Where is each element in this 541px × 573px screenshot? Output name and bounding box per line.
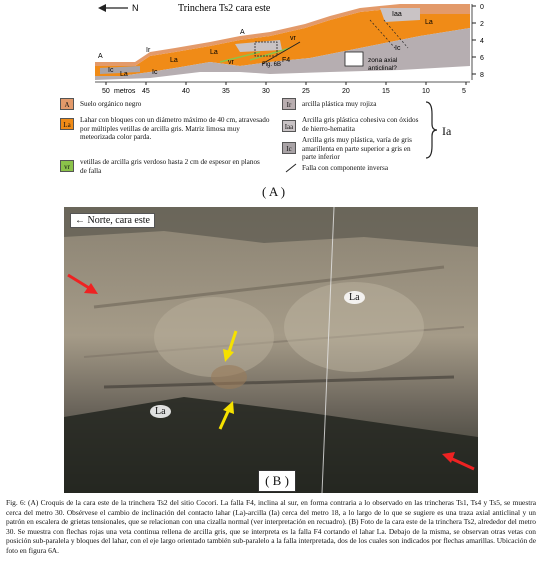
x-tick-label: 5 [462,88,466,95]
legend-text-A: Suelo orgánico negro [80,100,142,108]
panel-a-label: ( A ) [262,184,286,199]
photo-direction-label [70,213,155,228]
legend-text-Ir: arcilla plástica muy rojiza [302,100,377,108]
unit-label: A [240,29,245,36]
x-tick-label: 40 [182,88,190,95]
x-axis-unit: metros [114,88,136,95]
x-tick-label: 25 [302,88,310,95]
y-tick-label: 0 [480,4,484,11]
panel-b-label: ( B ) [258,470,296,492]
legend-text-fault: Falla con componente inversa [302,164,389,172]
unit-label: F4 [282,57,291,64]
fault-symbol-icon [284,162,298,174]
legend-swatch-Ir: Ir [282,98,296,110]
y-tick-label: 6 [480,55,484,62]
unit-label: Iaa [392,11,402,18]
y-tick-label: 4 [480,38,484,45]
depth-ticks [472,4,484,79]
unit-label: La [120,71,128,78]
unit-label: La [210,49,218,56]
photo-unit-label: La [344,291,365,304]
unit-label: vr [228,59,234,66]
fig-ref-label: Fig. 6B [262,62,282,68]
legend-text-Ic: Arcilla gris muy plástica, varía de gris amarillenta en parte superior a gris en parte inferior [302,136,412,161]
photo-direction-text: Norte, cara este [87,215,150,226]
x-tick-label: 15 [382,88,390,95]
legend-swatch-vr: vr [60,160,74,172]
legend-swatch-La: La [60,118,74,130]
legend [0,94,541,178]
axial-zone-line: zona axial [368,57,398,64]
legend-swatch-A: A [60,98,74,110]
x-tick-label: 30 [262,88,270,95]
unit-label: Ic [152,69,158,76]
legend-text-La: Lahar con bloques con un diámetro máximo de 40 cm, atravesado por múltiples vetillas de arcilla gris. Matriz limosa muy meteorizada color parda. [80,116,270,141]
north-arrow-icon [98,4,128,12]
axial-zone-label [368,57,399,72]
unit-label: A [98,53,103,60]
x-tick-label: 45 [142,88,150,95]
unit-label: La [425,19,433,26]
unit-label: Ic [108,67,114,74]
figure-caption: Fig. 6: (A) Croquis de la cara este de la trinchera Ts2 del sitio Cocorí. La falla F4, inclina al sur, en forma contraria a lo observado en las trincheras Ts1, Ts4 y Ts5, se muestra cerca del metro 30. Obsérvese el cambio de inclinación del contacto lahar (La)-arcilla (Ia) cerca del metro 18, a lo largo de lo que se sugiere es una traza axial anticlinal y un patrón en escalera de grietas tensionales, que se relacionan con una cizalla normal (ver interpretación en recuadro). (B) Foto de la cara este de la trinchera Ts2, alrededor del metro 30. Se muestra con flechas rojas una veta continua rellena de arcilla gris, que se interpreta es la falla F4 cortando el lahar La. Debajo de la misma, se observan otras vetas con posición sub-paralela y bloques del lahar, con el eje largo orientado también sub-paralelo a la falla interpretada, dos de los cuales son indicados por flechas amarillas. Ubicación de foto en figura 6A. [6,498,536,555]
x-tick-label: 10 [422,88,430,95]
sketch-title: Trinchera Ts2 cara este [178,3,271,14]
x-tick-label: 35 [222,88,230,95]
photo-unit-label: La [150,405,171,418]
group-brace-icon [424,100,438,160]
unit-label: vr [290,35,296,42]
unit-label: Ic [395,45,401,52]
north-label: N [132,3,139,13]
outcrop-photo [64,207,478,493]
y-tick-label: 2 [480,21,484,28]
axial-zone-line: anticlinal? [368,65,397,72]
x-tick-label: 50 [102,88,110,95]
legend-swatch-Iaa: Iaa [282,120,296,132]
legend-swatch-Ic: Ic [282,142,296,154]
x-tick-label: 20 [342,88,350,95]
y-tick-label: 8 [480,72,484,79]
north-arrow-icon: ← [75,215,85,226]
legend-text-Iaa: Arcilla gris plástica cohesiva con óxidos de hierro-hematita [302,116,419,133]
unit-label: Ir [146,47,151,54]
unit-label: La [170,57,178,64]
group-label: Ia [442,124,452,138]
outcrop-photo-image [64,207,478,493]
legend-text-vr: vetillas de arcilla gris verdoso hasta 2 cm de espesor en planos de falla [80,158,260,175]
